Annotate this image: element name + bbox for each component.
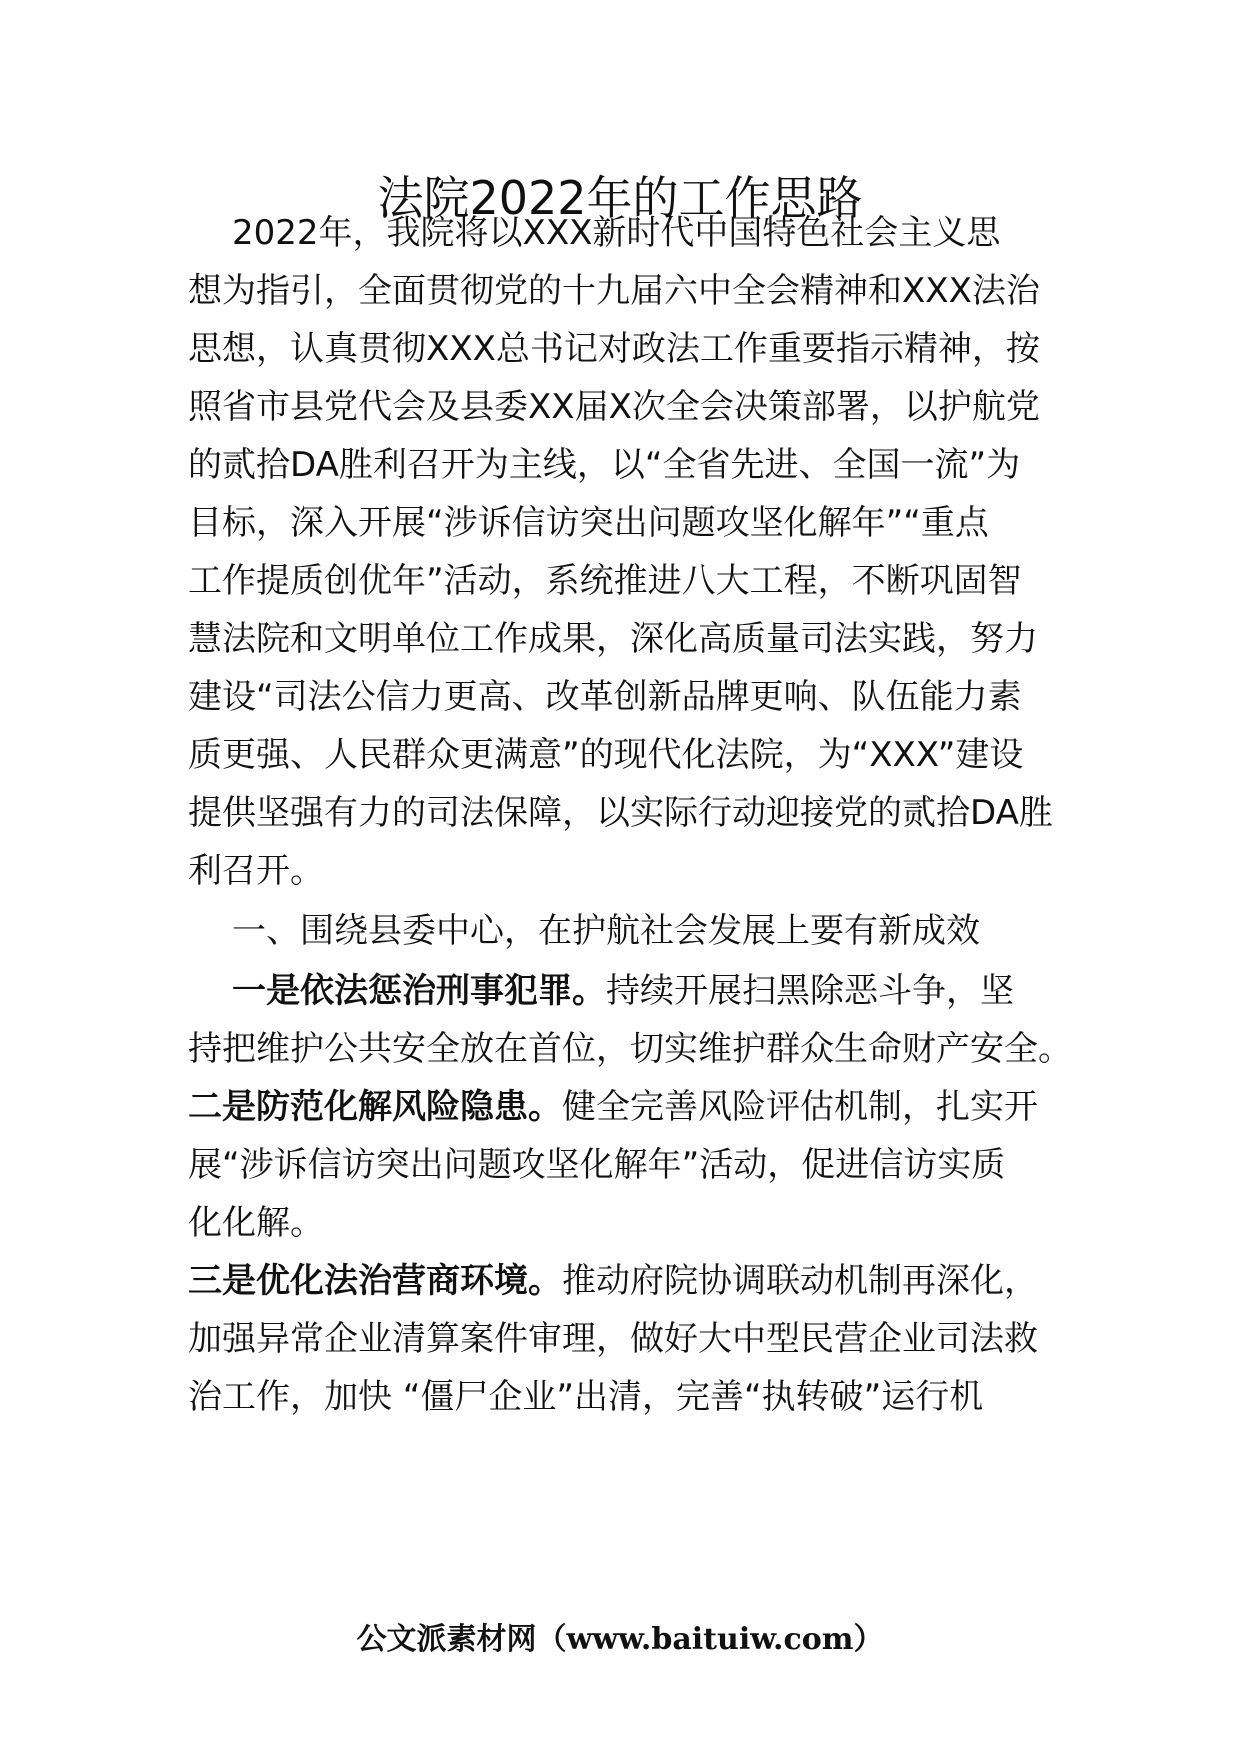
- body-line-9: 建设“司法公信力更高、改革创新品牌更响、队伍能力素: [188, 677, 1022, 717]
- body-line-2: 想为指引，全面贯彻党的十九届六中全会精神和XXX法治: [188, 271, 1040, 311]
- body-line-12: 利召开。: [188, 851, 324, 891]
- item-3-line-2: 加强异常企业清算案件审理，做好大中型民营企业司法救: [188, 1319, 1038, 1359]
- item-3-line-1: [188, 1258, 1038, 1304]
- body-line-5: 的贰拾DA胜利召开为主线，以“全省先进、全国一流”为: [188, 445, 1021, 485]
- item-1-line-2: 持把维护公共安全放在首位，切实维护群众生命财产安全。: [188, 1029, 1072, 1069]
- footer-watermark: 公文派素材网（www.baituiw.com）: [356, 1622, 884, 1657]
- item-1-lead: 一是依法惩治刑事犯罪。: [232, 971, 606, 1011]
- body-line-11: 提供坚强有力的司法保障，以实际行动迎接党的贰拾DA胜: [188, 793, 1053, 833]
- item-2-line-2: 展“涉诉信访突出问题攻坚化解年”活动，促进信访实质: [188, 1145, 1006, 1185]
- body-line-8: 慧法院和文明单位工作成果，深化高质量司法实践，努力: [188, 619, 1038, 659]
- item-1-text: 持续开展扫黑除恶斗争，坚: [606, 971, 1014, 1011]
- body-line-4: 照省市县党代会及县委XX届X次全会决策部署，以护航党: [188, 387, 1040, 427]
- item-2-line-1: [188, 1084, 1038, 1130]
- document-title: 法院2022年的工作思路: [377, 171, 863, 225]
- body-line-10: 质更强、人民群众更满意”的现代化法院，为“XXX”建设: [188, 735, 1024, 775]
- item-2-line-3: 化化解。: [188, 1203, 324, 1243]
- item-2-lead: 二是防范化解风险隐患。: [188, 1087, 562, 1127]
- item-3-text: 推动府院协调联动机制再深化，: [562, 1261, 1038, 1301]
- body-line-3: 思想，认真贯彻XXX总书记对政法工作重要指示精神，按: [188, 329, 1040, 369]
- item-1-line-1: [232, 968, 1014, 1014]
- item-2-text: 健全完善风险评估机制，扎实开: [562, 1087, 1038, 1127]
- body-line-7: 工作提质创优年”活动，系统推进八大工程，不断巩固智: [188, 561, 1022, 601]
- item-3-line-3: 治工作，加快 “僵尸企业”出清，完善“执转破”运行机: [188, 1377, 984, 1417]
- item-3-lead: 三是优化法治营商环境。: [188, 1261, 562, 1301]
- section-heading: 一、围绕县委中心，在护航社会发展上要有新成效: [232, 911, 980, 951]
- body-line-1: 2022年，我院将以XXX新时代中国特色社会主义思: [232, 213, 1001, 253]
- body-line-6: 目标，深入开展“涉诉信访突出问题攻坚化解年”“重点: [188, 503, 989, 543]
